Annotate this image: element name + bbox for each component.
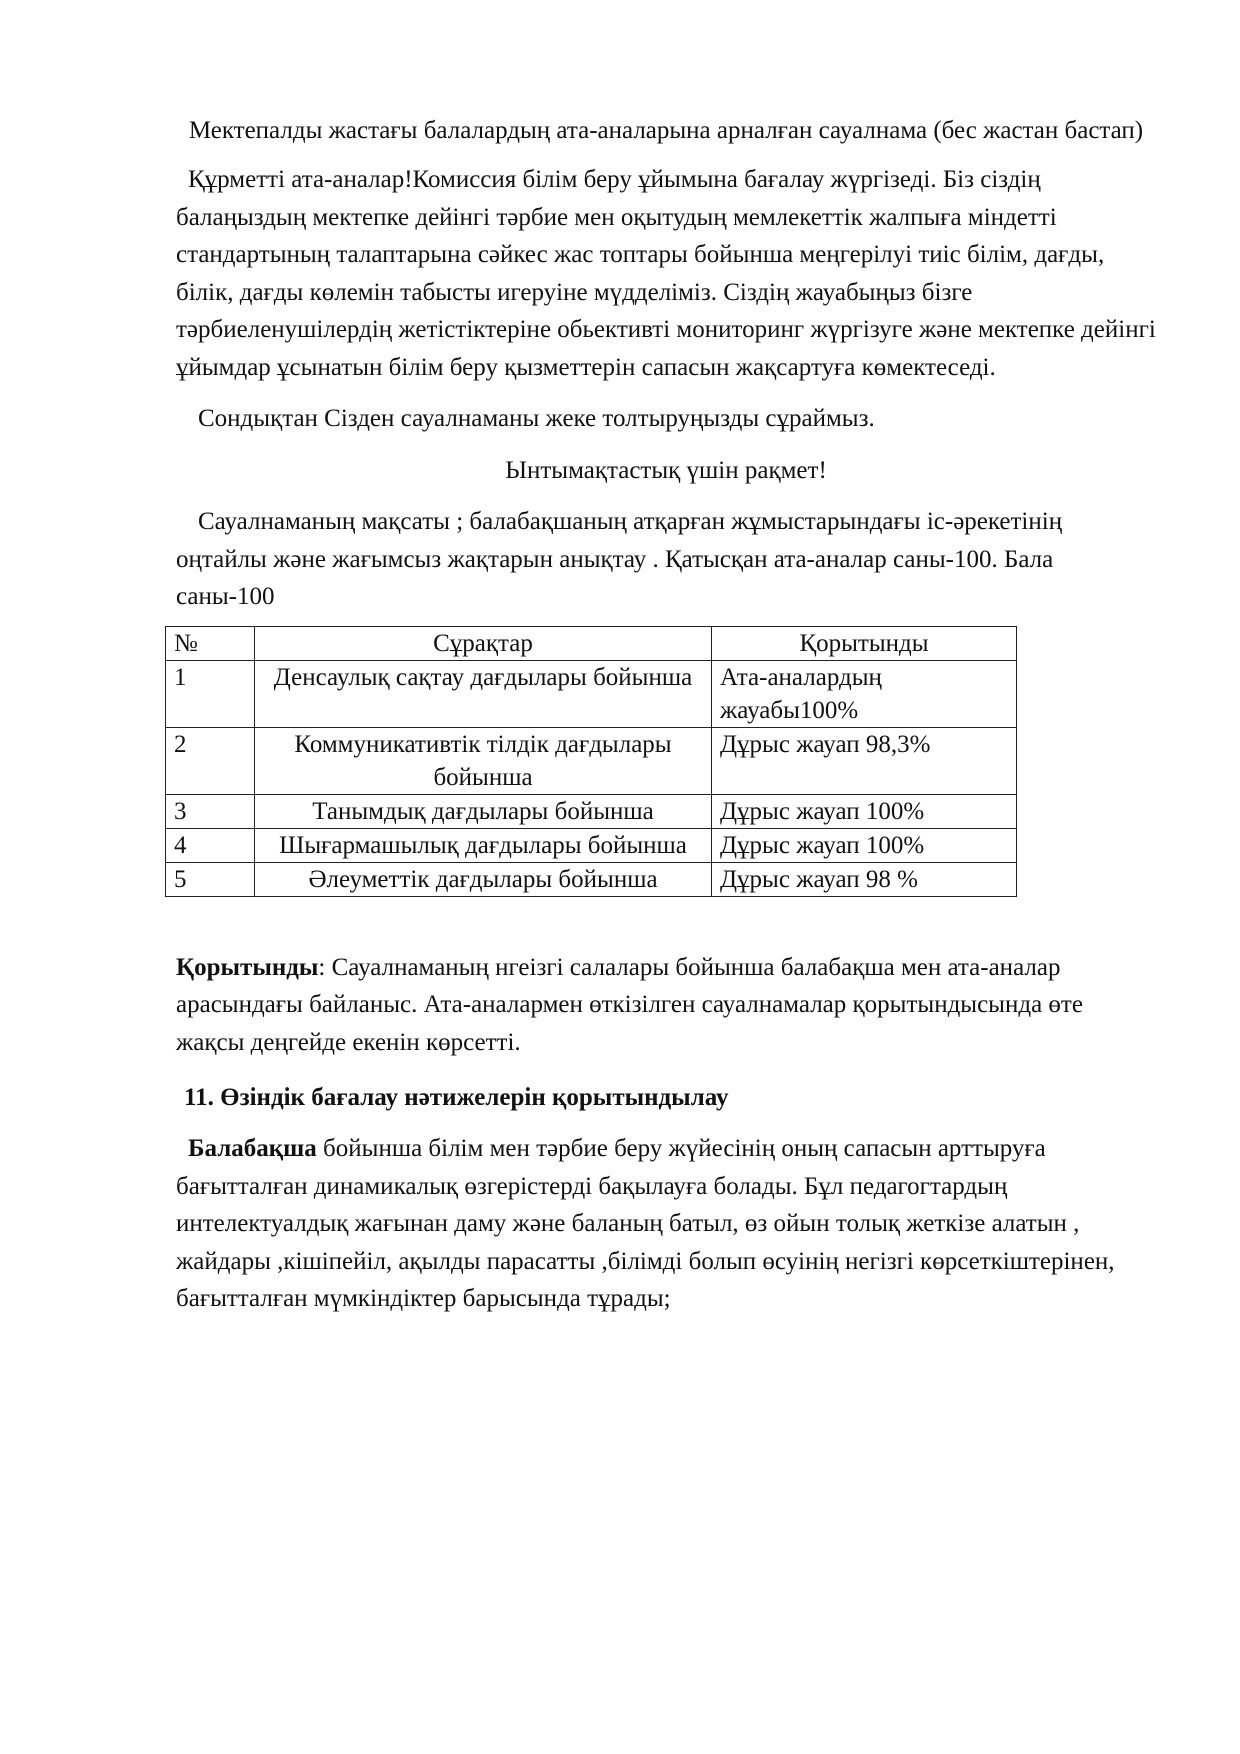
row-result: Дұрыс жауап 98,3% bbox=[712, 727, 1017, 794]
document-page bbox=[176, 112, 1156, 1318]
row-question: Шығармашылық дағдылары бойынша bbox=[255, 828, 712, 862]
section-heading: 11. Өзіндік бағалау нәтижелерін қорытындылау bbox=[184, 1084, 729, 1111]
table-header-row bbox=[166, 626, 1017, 660]
row-number: 4 bbox=[166, 828, 255, 862]
conclusion-label: Қорытынды bbox=[176, 953, 319, 981]
conclusion-text: : Сауалнаманың нгеізгі салалары бойынша балабақша мен ата-аналар арасындағы байланыс. Ата-аналармен өткізілген сауалнамалар қорытындысында өте жақсы деңгейде екенін көрсетті. bbox=[176, 953, 1083, 1056]
row-result: Дұрыс жауап 98 % bbox=[712, 862, 1017, 896]
row-number: 1 bbox=[166, 660, 255, 727]
table-row bbox=[166, 794, 1017, 828]
row-result: Дұрыс жауап 100% bbox=[712, 828, 1017, 862]
row-result: Дұрыс жауап 100% bbox=[712, 794, 1017, 828]
row-number: 2 bbox=[166, 727, 255, 794]
final-paragraph bbox=[176, 1130, 1156, 1318]
row-question: Әлеуметтік дағдылары бойынша bbox=[255, 862, 712, 896]
survey-results-table bbox=[165, 626, 1017, 897]
header-result: Қорытынды bbox=[712, 626, 1017, 660]
final-text: бойынша білім мен тәрбие беру жүйесінің оның сапасын арттыруға бағытталған динамикалық өзгерістерді бақылауға болады. Бұл педагогтардың интелектуалдық жағынан даму және баланың батыл, өз ойын толық жеткізе алатын , жайдары ,кішіпейіл, ақылды парасатты ,білімді болып өсуінің негізгі көрсеткіштерінен, бағытталған мүмкіндіктер барысында тұрады; bbox=[176, 1135, 1115, 1312]
row-number: 5 bbox=[166, 862, 255, 896]
thanks-line: Ынтымақтастық үшін рақмет! bbox=[505, 456, 827, 484]
row-result: Ата-аналардың жауабы100% bbox=[712, 660, 1017, 727]
header-number: № bbox=[166, 626, 255, 660]
request-paragraph: Сондықтан Сізден сауалнаманы жеке толтыруңызды сұраймыз. bbox=[198, 405, 875, 432]
row-number: 3 bbox=[166, 794, 255, 828]
conclusion-paragraph bbox=[176, 949, 1156, 1062]
row-question: Денсаулық сақтау дағдылары бойынша bbox=[255, 660, 712, 727]
table-row bbox=[166, 828, 1017, 862]
table-row bbox=[166, 862, 1017, 896]
table-row bbox=[166, 727, 1017, 794]
intro-paragraph: Құрметті ата-аналар!Комиссия білім беру ұйымына бағалау жүргізеді. Біз сіздің балаңыздың мектепке дейінгі тәрбие мен оқытудың мемлекеттік жалпыға міндетті стандартының талаптарына сәйкес жас топтары бойынша меңгерілуі тиіс білім, дағды, білік, дағды көлемін табысты игеруіне мүдделіміз. Сіздің жауабыңыз бізге тәрбиеленушілердің жетістіктеріне обьективті мониторинг жүргізуге және мектепке дейінгі ұйымдар ұсынатын білім беру қызметтерін сапасын жақсартуға көмектеседі. bbox=[176, 166, 1156, 381]
document-title: Мектепалды жастағы балалардың ата-аналарына арналған сауалнама (бес жастан бастап) bbox=[188, 117, 1144, 144]
row-question: Танымдық дағдылары бойынша bbox=[255, 794, 712, 828]
table-row bbox=[166, 660, 1017, 727]
row-question: Коммуникативтік тілдік дағдылары бойынша bbox=[255, 727, 712, 794]
header-questions: Сұрақтар bbox=[255, 626, 712, 660]
purpose-paragraph: Сауалнаманың мақсаты ; балабақшаның атқарған жұмыстарындағы іс-әрекетінің оңтайлы және жағымсыз жақтарын анықтау . Қатысқан ата-аналар саны-100. Бала саны-100 bbox=[176, 508, 1063, 610]
final-bold-word: Балабақша bbox=[188, 1135, 317, 1162]
